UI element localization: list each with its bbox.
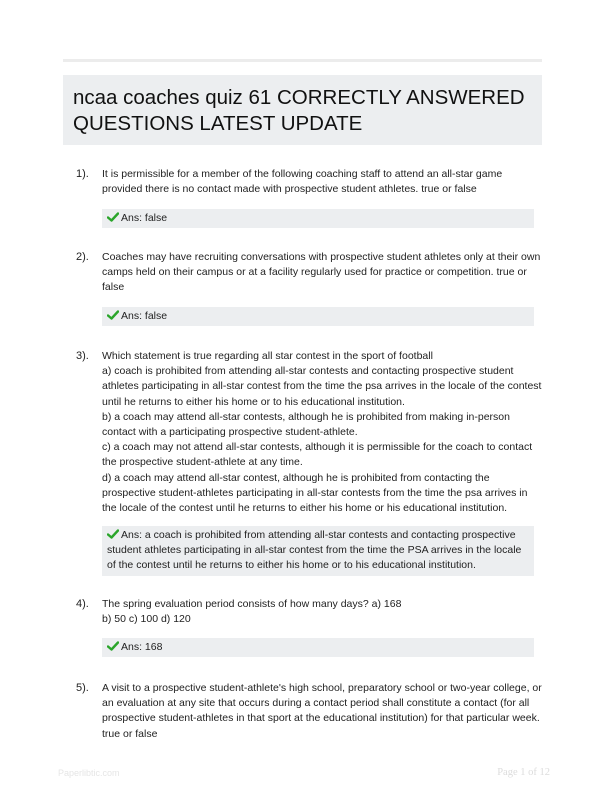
check-icon	[107, 529, 119, 539]
top-divider	[63, 59, 542, 62]
answer-text: Ans: false	[121, 212, 168, 224]
answer-text: Ans: false	[121, 310, 168, 322]
check-icon	[107, 641, 119, 651]
question-text: Which statement is true regarding all star contest in the sport of football a) coach is prohibited from attending all-star contests and contacting prospective student athletes participating in all-star contest from the time the psa arrives in the locale of the contest until he returns to either his home or to his educational institution. b) a coach may attend all-star contests, although he is prohibited from making in-person contact with a participating prospective student-athlete. c) a coach may not attend all-star contests, although it is permissible for the coach to contact the prospective student-athlete at any time. d) a coach may attend all-star contest, although he is prohibited from contacting the prospective student-athletes participating in all-star contests from the time the psa arrives in the locale of the contest until he returns to either his home or his educational institution.	[102, 350, 542, 515]
question-number: 5).	[76, 682, 89, 694]
question-number: 3).	[76, 350, 89, 362]
question-number: 4).	[76, 598, 89, 610]
answer-box	[102, 638, 534, 657]
footer-watermark: Paperlibtic.com	[58, 768, 120, 778]
question-text: It is permissible for a member of the following coaching staff to attend an all-star game provided there is no contact made with prospective student athletes. true or false	[102, 168, 503, 196]
check-icon	[107, 212, 119, 222]
question-number: 2).	[76, 251, 89, 263]
page-indicator: Page 1 of 12	[497, 767, 550, 778]
answer-box	[102, 526, 534, 576]
answer-text: Ans: 168	[121, 641, 163, 653]
question-number: 1).	[76, 168, 89, 180]
question-text: Coaches may have recruiting conversations with prospective student athletes only at their own camps held on their campus or at a facility regularly used for practice or competition. true or false	[102, 251, 541, 294]
title-banner	[63, 75, 542, 145]
answer-box	[102, 307, 534, 326]
document-title: ncaa coaches quiz 61 CORRECTLY ANSWERED QUESTIONS LATEST UPDATE	[73, 86, 525, 135]
check-icon	[107, 310, 119, 320]
answer-text: Ans: a coach is prohibited from attending all-star contests and contacting prospective student athletes participating in all-star contest from the time the PSA arrives in the locale of the contest until he returns to either his home or to his educational institution.	[107, 529, 522, 572]
answer-box	[102, 209, 534, 228]
question-text: The spring evaluation period consists of how many days? a) 168 b) 50 c) 100 d) 120	[102, 598, 402, 626]
question-text: A visit to a prospective student-athlete's high school, preparatory school or two-year college, or an evaluation at any site that occurs during a contact period shall constitute a contact (for all prospective student-athletes in that sport at the educational institution) for that particular week. true or false	[102, 682, 542, 740]
